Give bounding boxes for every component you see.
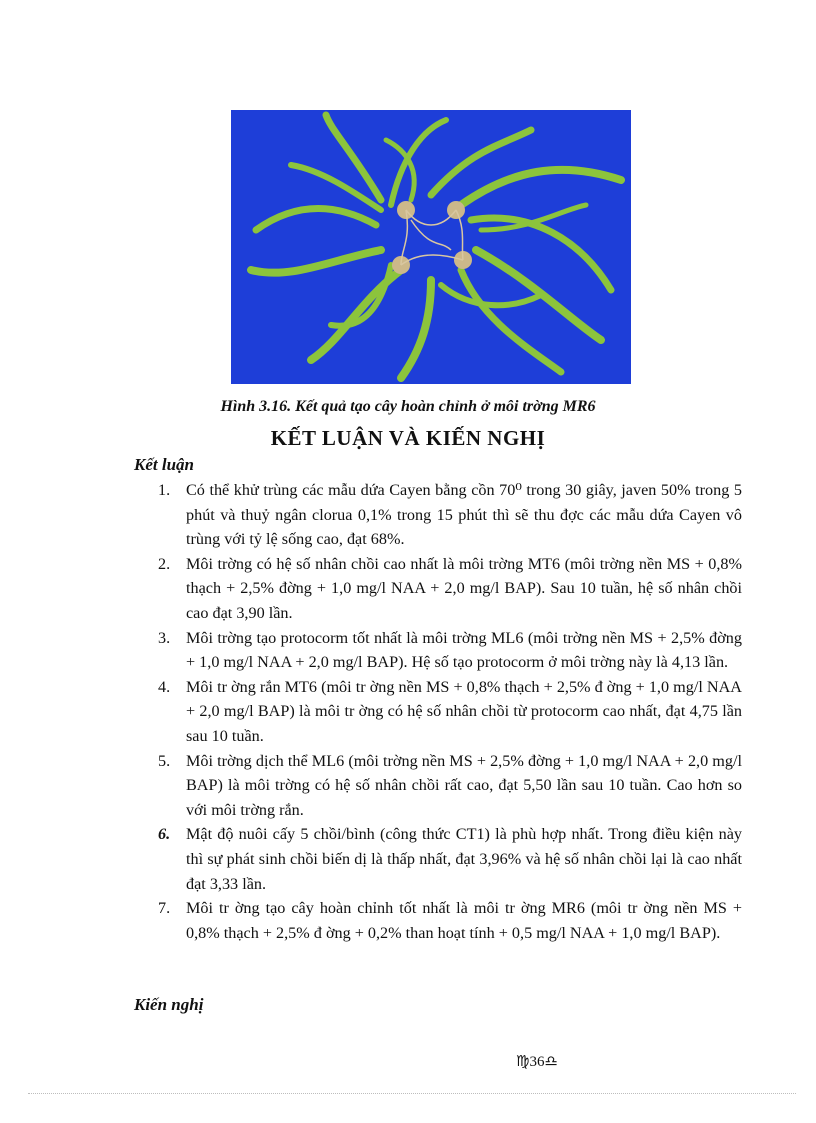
- conclusion-list: [158, 478, 742, 945]
- footer-divider: [28, 1093, 796, 1094]
- list-item-number: 1.: [158, 481, 171, 499]
- virgo-symbol-icon: ♍: [516, 1052, 530, 1070]
- recommendation-subheading: Kiến nghị: [134, 995, 204, 1014]
- plant-illustration: [231, 110, 631, 384]
- list-item-text: Môi trờng dịch thể ML6 (môi trờng nền MS + 2,5% đờng + 1,0 mg/l NAA + 2,0 mg/l BAP) là môi trờng có hệ số nhân chồi rất cao, đạt 5,50 lần sau 10 tuần. Cao hơn so với môi trờng rắn.: [186, 751, 742, 819]
- page-number-value: 36: [529, 1054, 545, 1070]
- list-item: [158, 675, 742, 749]
- figure-caption: Hình 3.16. Kết quả tạo cây hoàn chỉnh ở môi trờng MR6: [220, 398, 596, 415]
- list-item: [158, 626, 742, 675]
- list-item-text: Môi trờng tạo protocorm tốt nhất là môi trờng ML6 (môi trờng nền MS + 2,5% đờng + 1,0 mg/l NAA + 2,0 mg/l BAP). Hệ số tạo protocorm ở môi trờng này là 4,13 lần.: [186, 628, 742, 672]
- plant-photo: [231, 110, 631, 384]
- page-number: [516, 1052, 558, 1071]
- list-item-number: 5.: [158, 751, 171, 770]
- list-item: [158, 896, 742, 945]
- list-item-number: 2.: [158, 554, 171, 573]
- conclusion-subheading: Kết luận: [134, 455, 194, 474]
- list-item: [158, 478, 742, 552]
- list-item-text: Có thể khử trùng các mẫu dứa Cayen bằng cồn 70⁰ trong 30 giây, javen 50% trong 5 phút và thuỷ ngân clorua 0,1% trong 15 phút thì sẽ thu đợc các mẫu dứa Cayen vô trùng với tỷ lệ sống cao, đạt 68%.: [186, 481, 742, 549]
- list-item: [158, 749, 742, 823]
- list-item-number: 7.: [158, 899, 171, 918]
- list-item-number: 6.: [158, 825, 171, 844]
- list-item-text: Môi tr ờng rắn MT6 (môi tr ờng nền MS + 0,8% thạch + 2,5% đ ờng + 1,0 mg/l NAA + 2,0 mg/l BAP) là môi tr ờng có hệ số nhân chồi từ protocorm cao nhất, đạt 4,75 lần sau 10 tuần.: [186, 677, 742, 745]
- list-item: [158, 822, 742, 896]
- list-item-number: 3.: [158, 628, 171, 647]
- section-heading: KẾT LUẬN VÀ KIẾN NGHỊ: [270, 426, 546, 450]
- list-item-number: 4.: [158, 677, 171, 696]
- list-item-text: Môi tr ờng tạo cây hoàn chỉnh tốt nhất là môi tr ờng MR6 (môi tr ờng nền MS + 0,8% thạch + 2,5% đ ờng + 0,2% than hoạt tính + 0,5 mg/l NAA + 1,0 mg/l BAP).: [186, 899, 742, 942]
- list-item: [158, 552, 742, 626]
- list-item-text: Mật độ nuôi cấy 5 chồi/bình (công thức CT1) là phù hợp nhất. Trong điều kiện này thì sự phát sinh chồi biến dị là thấp nhất, đạt 3,96% và hệ số nhân chồi lại là cao nhất đạt 3,33 lần.: [186, 825, 742, 893]
- libra-symbol-icon: ♎: [544, 1052, 558, 1070]
- list-item-text: Môi trờng có hệ số nhân chồi cao nhất là môi trờng MT6 (môi trờng nền MS + 0,8% thạch + 2,5% đờng + 1,0 mg/l NAA + 2,0 mg/l BAP). Sau 10 tuần, hệ số nhân chồi cao đạt 3,90 lần.: [186, 554, 742, 622]
